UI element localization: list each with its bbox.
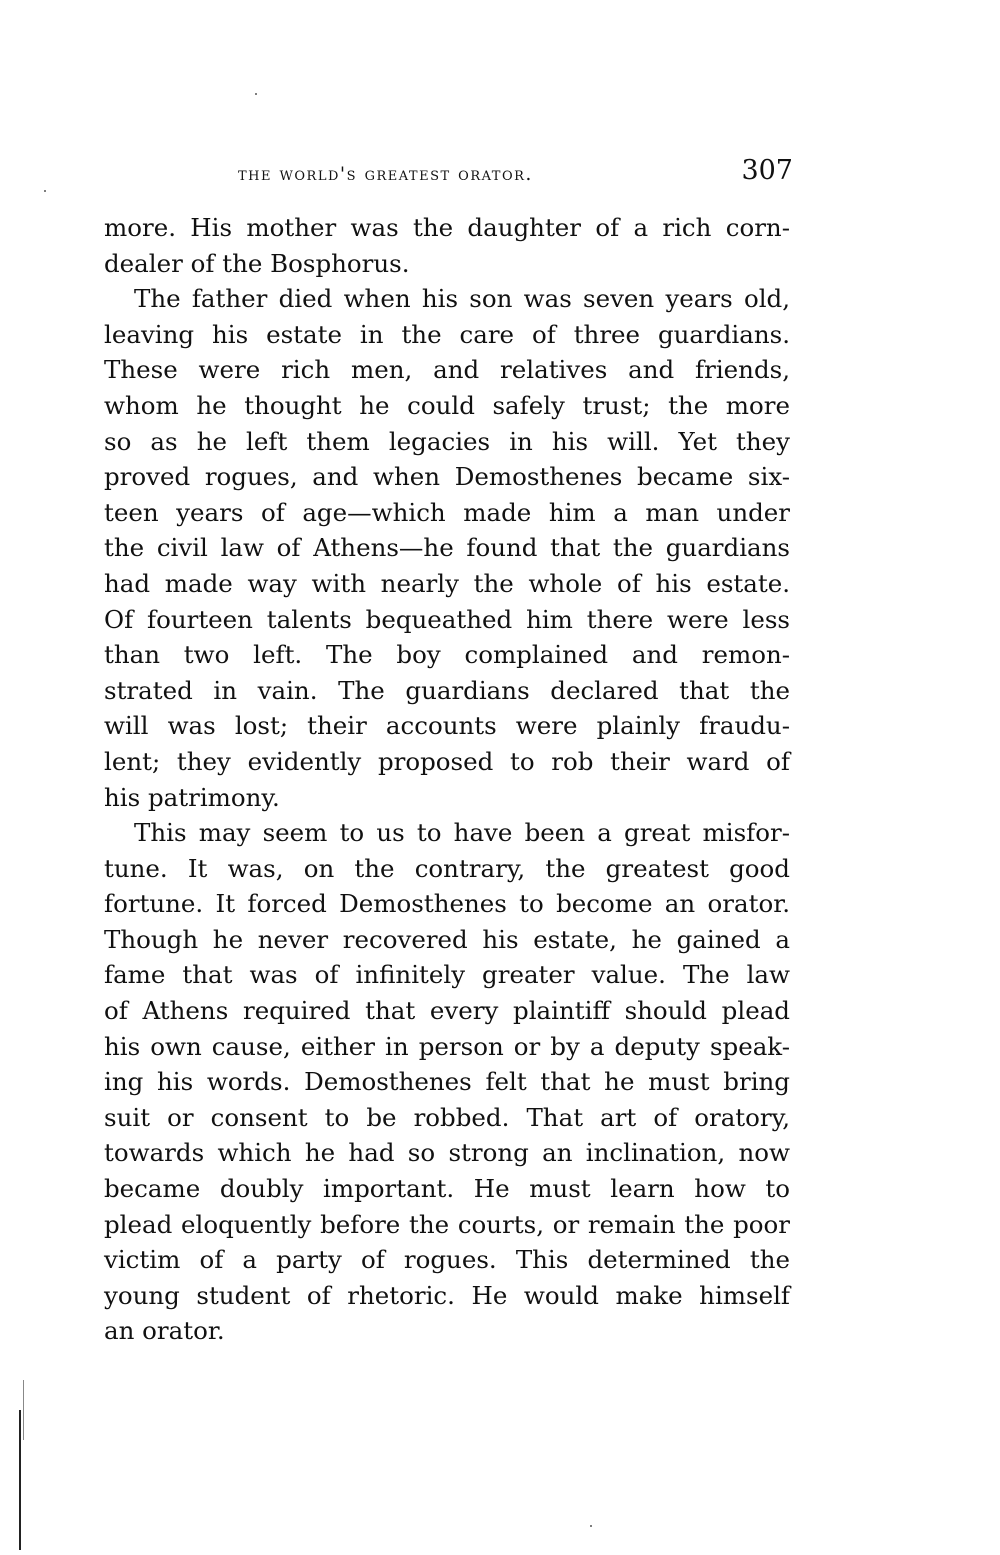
text-line: ing his words. Demosthenes felt that he must bring xyxy=(104,1067,790,1097)
text-line: dealer of the Bosphorus. xyxy=(104,248,410,278)
scan-speck xyxy=(590,1525,592,1527)
text-line: became doubly important. He must learn how to xyxy=(104,1174,790,1204)
text-line: victim of a party of rogues. This determined the xyxy=(104,1245,790,1275)
text-line: These were rich men, and relatives and friends, xyxy=(104,355,790,385)
text-line: strated in vain. The guardians declared that the xyxy=(104,675,790,705)
text-line: fortune. It forced Demosthenes to become an orator. xyxy=(104,889,790,919)
text-line: leaving his estate in the care of three guardians. xyxy=(104,319,790,349)
text-line: had made way with nearly the whole of his estate. xyxy=(104,568,790,598)
paragraph-start-line: This may seem to us to have been a great misfor- xyxy=(134,818,790,848)
text-line: young student of rhetoric. He would make himself xyxy=(104,1280,790,1310)
scan-speck xyxy=(44,190,46,192)
text-line: his own cause, either in person or by a deputy speak- xyxy=(104,1031,790,1061)
text-line: lent; they evidently proposed to rob their ward of xyxy=(104,746,790,776)
running-head xyxy=(238,155,793,187)
text-line: so as he left them legacies in his will. Yet they xyxy=(104,426,790,456)
body-text xyxy=(104,210,790,1349)
text-line: whom he thought he could safely trust; the more xyxy=(104,390,790,420)
text-line: Of fourteen talents bequeathed him there were less xyxy=(104,604,790,634)
text-line: teen years of age—which made him a man under xyxy=(104,497,790,527)
text-line: Though he never recovered his estate, he gained a xyxy=(104,924,790,954)
page-number: 307 xyxy=(741,155,793,186)
text-line: tune. It was, on the contrary, the greatest good xyxy=(104,853,790,883)
text-line: fame that was of infinitely greater value. The law xyxy=(104,960,790,990)
text-line: than two left. The boy complained and remon- xyxy=(104,640,790,670)
text-line: his patrimony. xyxy=(104,782,280,812)
text-line: suit or consent to be robbed. That art of oratory, xyxy=(104,1102,790,1132)
scan-margin-line-faint xyxy=(23,1380,24,1440)
text-line: the civil law of Athens—he found that the guardians xyxy=(104,533,790,563)
text-line: of Athens required that every plaintiff should plead xyxy=(104,996,790,1026)
scan-speck xyxy=(255,93,257,95)
text-line: towards which he had so strong an inclination, now xyxy=(104,1138,790,1168)
text-line: will was lost; their accounts were plainly fraudu- xyxy=(104,711,790,741)
paragraph-start-line: The father died when his son was seven years old, xyxy=(134,284,790,314)
text-line: an orator. xyxy=(104,1316,225,1346)
text-line: more. His mother was the daughter of a rich corn- xyxy=(104,213,790,242)
scan-margin-line xyxy=(19,1410,21,1550)
text-line: plead eloquently before the courts, or remain the poor xyxy=(104,1209,790,1239)
running-title: the world's greatest orator. xyxy=(238,163,533,185)
text-line: proved rogues, and when Demosthenes became six- xyxy=(104,462,790,492)
